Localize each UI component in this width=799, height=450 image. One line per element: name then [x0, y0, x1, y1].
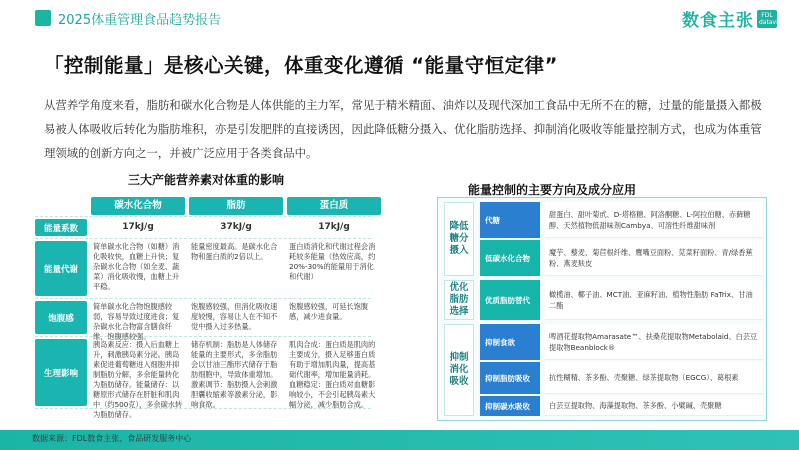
table-row [35, 299, 371, 341]
row-label: 生理影响 [35, 339, 87, 406]
ingredient-list: 橄榄油、椰子油、MCT油、亚麻籽油、植物性脂肪 FaTrix、甘油二酯 [545, 280, 763, 320]
data-source: 数据来源：FDL数食主张、食品研发服务中心 [32, 434, 192, 443]
category-sugar-reduction: 降低糖分摄入 [444, 202, 474, 276]
column-header: 蛋白质 [287, 197, 381, 215]
direction-label: 低碳水化合物 [480, 240, 540, 276]
column-header: 碳水化合物 [91, 197, 185, 215]
table-cell: 蛋白质消化和代谢过程会消耗较多能量（热效应高，约20%-30%的能量用于消化和代谢） [289, 242, 376, 281]
row-label: 饱腹感 [35, 301, 87, 334]
report-title: 2025体重管理食品趋势报告 [58, 13, 222, 28]
category-fat-optimization: 优化脂肪选择 [444, 280, 474, 320]
table-row [35, 217, 371, 239]
table-header-row [35, 195, 371, 217]
brand-logo [682, 6, 787, 31]
column-header: 脂肪 [189, 197, 283, 215]
ingredient-list: 抗性糊精、茶多酚、壳聚糖、绿茶提取物（EGCG）、葛根素 [545, 362, 763, 394]
direction-label: 代糖 [480, 202, 540, 238]
direction-label: 抑制脂肪吸收 [480, 362, 540, 394]
table-cell: 储存机制：脂肪是人体储存能量的主要形式，多余脂肪会以甘油三酯形式储存于脂肪细胞中，导致体重增加。激素调节：脂肪摄入会刺激胆囊收缩素等激素分泌，影响食欲。 [191, 340, 278, 409]
category-absorption-inhibition: 抑制消化吸收 [444, 324, 474, 416]
ingredient-list: 啤酒花提取物Amarasate™、扶桑花提取物Metabolaid、白芸豆提取物Beanblock® [545, 324, 763, 360]
direction-label: 抑制食欲 [480, 324, 540, 360]
nutrient-table-title: 三大产能营养素对体重的影响 [128, 173, 285, 187]
energy-control-title: 能量控制的主要方向及成分应用 [468, 183, 637, 197]
intro-paragraph: 从营养学角度来看，脂肪和碳水化合物是人体供能的主力军，常见于精米精面、油炸以及现代深加工食品中无所不在的糖，过量的能量摄入都极易被人体吸收后转化为脂肪堆积，亦是引发肥胖的直接诱因，因此降低糖分摄入、优化脂肪选择、抑制消化吸收等能量控制方式，也成为体重管理领域的创新方向之一，并被广泛应用于各类食品中。 [44, 98, 762, 160]
row-label: 能量代谢 [35, 241, 87, 296]
table-cell: 简单碳水化合物（如糖）消化吸收快，血糖上升快；复杂碳水化合物（如全麦、蔬菜）消化吸收慢，血糖上升平稳。 [93, 242, 180, 291]
table-cell: 17kJ/g [318, 222, 350, 232]
table-cell: 能量密度最高。是碳水化合物和蛋白质的2倍以上。 [191, 242, 278, 261]
brand-badge: FDL dataview [759, 11, 787, 26]
table-cell: 37kJ/g [220, 222, 252, 232]
table-cell: 简单碳水化合物饱腹感较弱，容易导致过度进食；复杂碳水化合物富含膳食纤维，饱腹感较强。 [93, 302, 180, 341]
table-cell: 饱腹感较强，但消化吸收速度较慢，容易让人在不知不觉中摄入过多热量。 [191, 302, 278, 331]
row-label: 能量系数 [35, 219, 87, 236]
direction-label: 抑制碳水吸收 [480, 396, 540, 416]
ingredient-list: 白芸豆提取物、海藻提取物、茶多酚、小檗碱、壳聚糖 [545, 396, 763, 416]
direction-label: 优质脂肪替代 [480, 280, 540, 320]
ingredient-list: 魔芋、藜麦、菊苣根纤维、鹰嘴豆面粉、苋菜籽面粉、青/绿香蕉粉、燕麦麸皮 [545, 240, 763, 276]
table-cell: 17kJ/g [122, 222, 154, 232]
brand-name: 数食主张 [682, 11, 754, 31]
table-row [35, 239, 376, 299]
nutrient-table [35, 195, 376, 419]
report-logo-icon [35, 10, 51, 26]
report-header [0, 0, 799, 34]
table-cell: 胰岛素反应：摄入后血糖上升，刺激胰岛素分泌。胰岛素促进葡萄糖进入细胞并抑制脂肪分解，多余能量转化为脂肪储存。能量储存：以糖原形式储存在肝脏和肌肉中（约500克），多余碳水转为脂肪储存。 [93, 340, 183, 419]
ingredient-list: 甜蛋白、甜叶菊甙、D-塔格糖、阿洛酮糖、L-阿拉伯糖、赤藓糖醇、天然植物低甜味剂Cambya、可溶性纤维甜味剂 [545, 202, 763, 238]
table-row [35, 337, 376, 419]
page-headline: 「控制能量」是核心关键，体重变化遵循 “能量守恒定律” [44, 54, 558, 77]
table-cell: 肌肉合成：蛋白质是肌肉的主要成分，摄入足够蛋白质有助于增加肌肉量，提高基础代谢率，增加能量消耗。血糖稳定：蛋白质对血糖影响较小，不会引起胰岛素大幅分泌，减少脂肪合成。 [289, 340, 376, 409]
table-cell: 饱腹感较强，可延长饱腹感，减少进食量。 [289, 302, 369, 321]
